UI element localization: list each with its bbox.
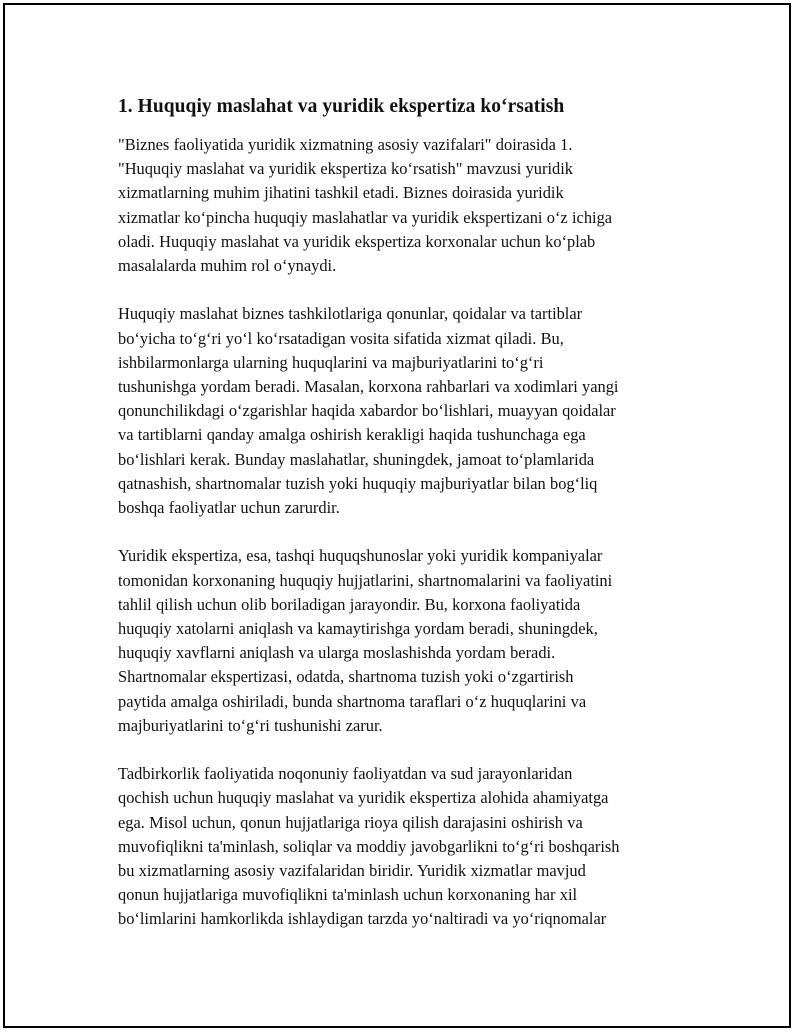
text-line: Shartnomalar ekspertizasi, odatda, shartnoma tuzish yoki o‘zgartirish <box>118 667 574 687</box>
text-line: tushunishga yordam beradi. Masalan, korxona rahbarlari va xodimlari yangi <box>118 377 619 397</box>
text-line: ega. Misol uchun, qonun hujjatlariga rioya qilish darajasini oshirish va <box>118 812 583 832</box>
text-line: Yuridik ekspertiza, esa, tashqi huquqshunoslar yoki yuridik kompaniyalar <box>118 546 603 566</box>
text-line: qonunchilikdagi o‘zgarishlar haqida xabardor bo‘lishlari, muayyan qoidalar <box>118 401 616 421</box>
text-line: Huquqiy maslahat biznes tashkilotlariga qonunlar, qoidalar va tartiblar <box>118 304 583 324</box>
text-line: boshqa faoliyatlar uchun zarurdir. <box>118 498 340 518</box>
paragraph-2 <box>118 302 684 520</box>
text-line: bo‘limlarini hamkorlikda ishlaydigan tarzda yo‘naltiradi va yo‘riqnomalar <box>118 909 607 929</box>
text-line: oladi. Huquqiy maslahat va yuridik ekspertiza korxonalar uchun ko‘plab <box>118 231 596 251</box>
text-line: bo‘lishlari kerak. Bunday maslahatlar, shuningdek, jamoat to‘plamlarida <box>118 449 595 469</box>
text-line: xizmatlar ko‘pincha huquqiy maslahatlar va yuridik ekspertizani o‘z ichiga <box>118 207 613 227</box>
section-heading: 1. Huquqiy maslahat va yuridik ekspertiza ko‘rsatish <box>118 96 565 117</box>
text-line: huquqiy xavflarni aniqlash va ularga moslashishda yordam beradi. <box>118 643 556 663</box>
text-line: ishbilarmonlarga ularning huquqlarini va majburiyatlarini to‘g‘ri <box>118 352 544 372</box>
text-line: majburiyatlarini to‘g‘ri tushunishi zarur. <box>118 715 383 735</box>
text-line: "Huquqiy maslahat va yuridik ekspertiza ko‘rsatish" mavzusi yuridik <box>118 159 573 179</box>
text-line: qonun hujjatlariga muvofiqlikni ta'minlash uchun korxonaning har xil <box>118 885 578 905</box>
text-line: qatnashish, shartnomalar tuzish yoki huquqiy majburiyatlar bilan bog‘liq <box>118 473 598 493</box>
paragraph-4 <box>118 762 684 931</box>
text-line: bo‘yicha to‘g‘ri yo‘l ko‘rsatadigan vosita sifatida xizmat qiladi. Bu, <box>118 328 564 348</box>
text-line: muvofiqlikni ta'minlash, soliqlar va moddiy javobgarlikni to‘g‘ri boshqarish <box>118 836 620 856</box>
text-line: xizmatlarning muhim jihatini tashkil etadi. Biznes doirasida yuridik <box>118 183 564 203</box>
text-line: masalalarda muhim rol o‘ynaydi. <box>118 256 337 276</box>
text-line: paytida amalga oshiriladi, bunda shartnoma taraflari o‘z huquqlarini va <box>118 691 587 711</box>
text-line: tahlil qilish uchun olib boriladigan jarayondir. Bu, korxona faoliyatida <box>118 594 581 614</box>
text-line: va tartiblarni qanday amalga oshirish kerakligi haqida tushunchaga ega <box>118 425 586 445</box>
paragraph-3 <box>118 544 684 738</box>
text-line: huquqiy xatolarni aniqlash va kamaytirishga yordam beradi, shuningdek, <box>118 619 598 639</box>
text-line: qochish uchun huquqiy maslahat va yuridik ekspertiza alohida ahamiyatga <box>118 788 609 808</box>
text-line: bu xizmatlarning asosiy vazifalaridan biridir. Yuridik xizmatlar mavjud <box>118 861 586 881</box>
text-line: Tadbirkorlik faoliyatida noqonuniy faoliyatdan va sud jarayonlaridan <box>118 764 573 784</box>
paragraph-1 <box>118 133 684 278</box>
text-line: "Biznes faoliyatida yuridik xizmatning asosiy vazifalari" doirasida 1. <box>118 135 573 154</box>
text-line: tomonidan korxonaning huquqiy hujjatlarini, shartnomalarini va faoliyatini <box>118 570 613 590</box>
document-body <box>118 93 684 956</box>
